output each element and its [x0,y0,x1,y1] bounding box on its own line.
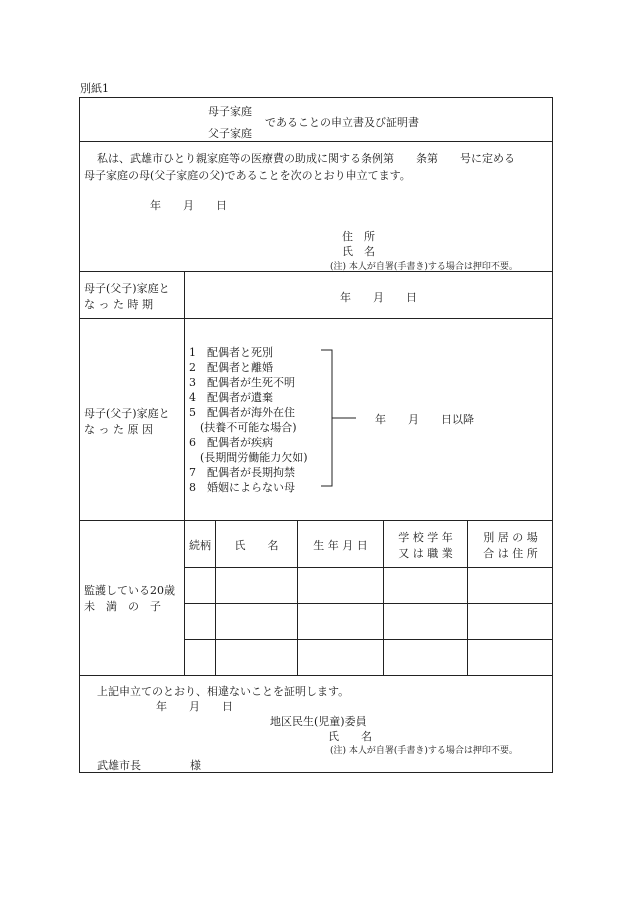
declaration-date: 年 月 日 [150,199,227,212]
title-suffix: であることの申立書及び証明書 [265,116,419,129]
header-school-line-1: 学 校 学 年 [398,531,453,544]
divider [79,318,553,319]
name-label: 氏 名 [342,245,375,258]
cause-item: 5 配偶者が海外在住 [189,406,295,419]
cause-item: 2 配偶者と離婚 [189,361,273,374]
header-address-line-2: 合 は 住 所 [483,547,538,560]
table-row-divider [184,567,553,568]
cause-item: 1 配偶者と死別 [189,346,273,359]
cause-item: 6 配偶者が疾病 [189,436,273,449]
commissioner-name-label: 氏 名 [328,730,372,743]
address-label: 住 所 [342,230,375,243]
cause-label-line-1: 母子(父子)家庭と [84,407,170,420]
divider [79,520,553,521]
children-label-line-2: 未 満 の 子 [84,600,161,613]
period-label-line-1: 母子(父子)家庭と [84,282,170,295]
title-mother-household: 母子家庭 [208,105,252,118]
header-address-line-1: 別 居 の 場 [483,531,538,544]
certification-statement: 上記申立てのとおり、相違ないことを証明します。 [97,685,350,698]
certification-date: 年 月 日 [156,700,233,713]
seal-note: (注) 本人が自署(手書き)する場合は押印不要。 [330,262,518,272]
cause-item: 8 婚姻によらない母 [189,481,295,494]
period-label-line-2: な っ た 時 期 [84,298,153,311]
cause-since-date: 年 月 日以降 [375,413,474,426]
cause-item-note: (扶養不可能な場合) [189,421,297,434]
header-relation: 続柄 [189,539,211,552]
declaration-line-2: 母子家庭の母(父子家庭の父)であることを次のとおり申立てます。 [84,169,411,182]
title-father-household: 父子家庭 [208,127,252,140]
commissioner-title: 地区民生(児童)委員 [270,715,367,728]
cause-item: 7 配偶者が長期拘禁 [189,466,295,479]
header-school-line-2: 又 は 職 業 [398,547,453,560]
cause-bracket [318,344,358,494]
attachment-label: 別紙1 [80,82,109,95]
table-row-divider [184,639,553,640]
honorific: 様 [190,759,201,772]
table-row-divider [184,603,553,604]
cause-item: 3 配偶者が生死不明 [189,376,295,389]
header-birthdate: 生 年 月 日 [313,539,368,552]
cause-label-line-2: な っ た 原 因 [84,423,153,436]
children-label-line-1: 監護している20歳 [84,584,175,597]
period-date: 年 月 日 [340,291,417,304]
divider [79,675,553,676]
certification-seal-note: (注) 本人が自署(手書き)する場合は押印不要。 [330,746,518,756]
divider [79,141,553,142]
cause-item: 4 配偶者が遺棄 [189,391,273,404]
cause-item-note: (長期間労働能力欠如) [189,451,308,464]
header-name: 氏 名 [234,539,279,552]
declaration-line-1: 私は、武雄市ひとり親家庭等の医療費の助成に関する条例第 条第 号に定める [97,152,515,165]
label-column-divider [184,271,185,675]
mayor-label: 武雄市長 [97,759,141,772]
